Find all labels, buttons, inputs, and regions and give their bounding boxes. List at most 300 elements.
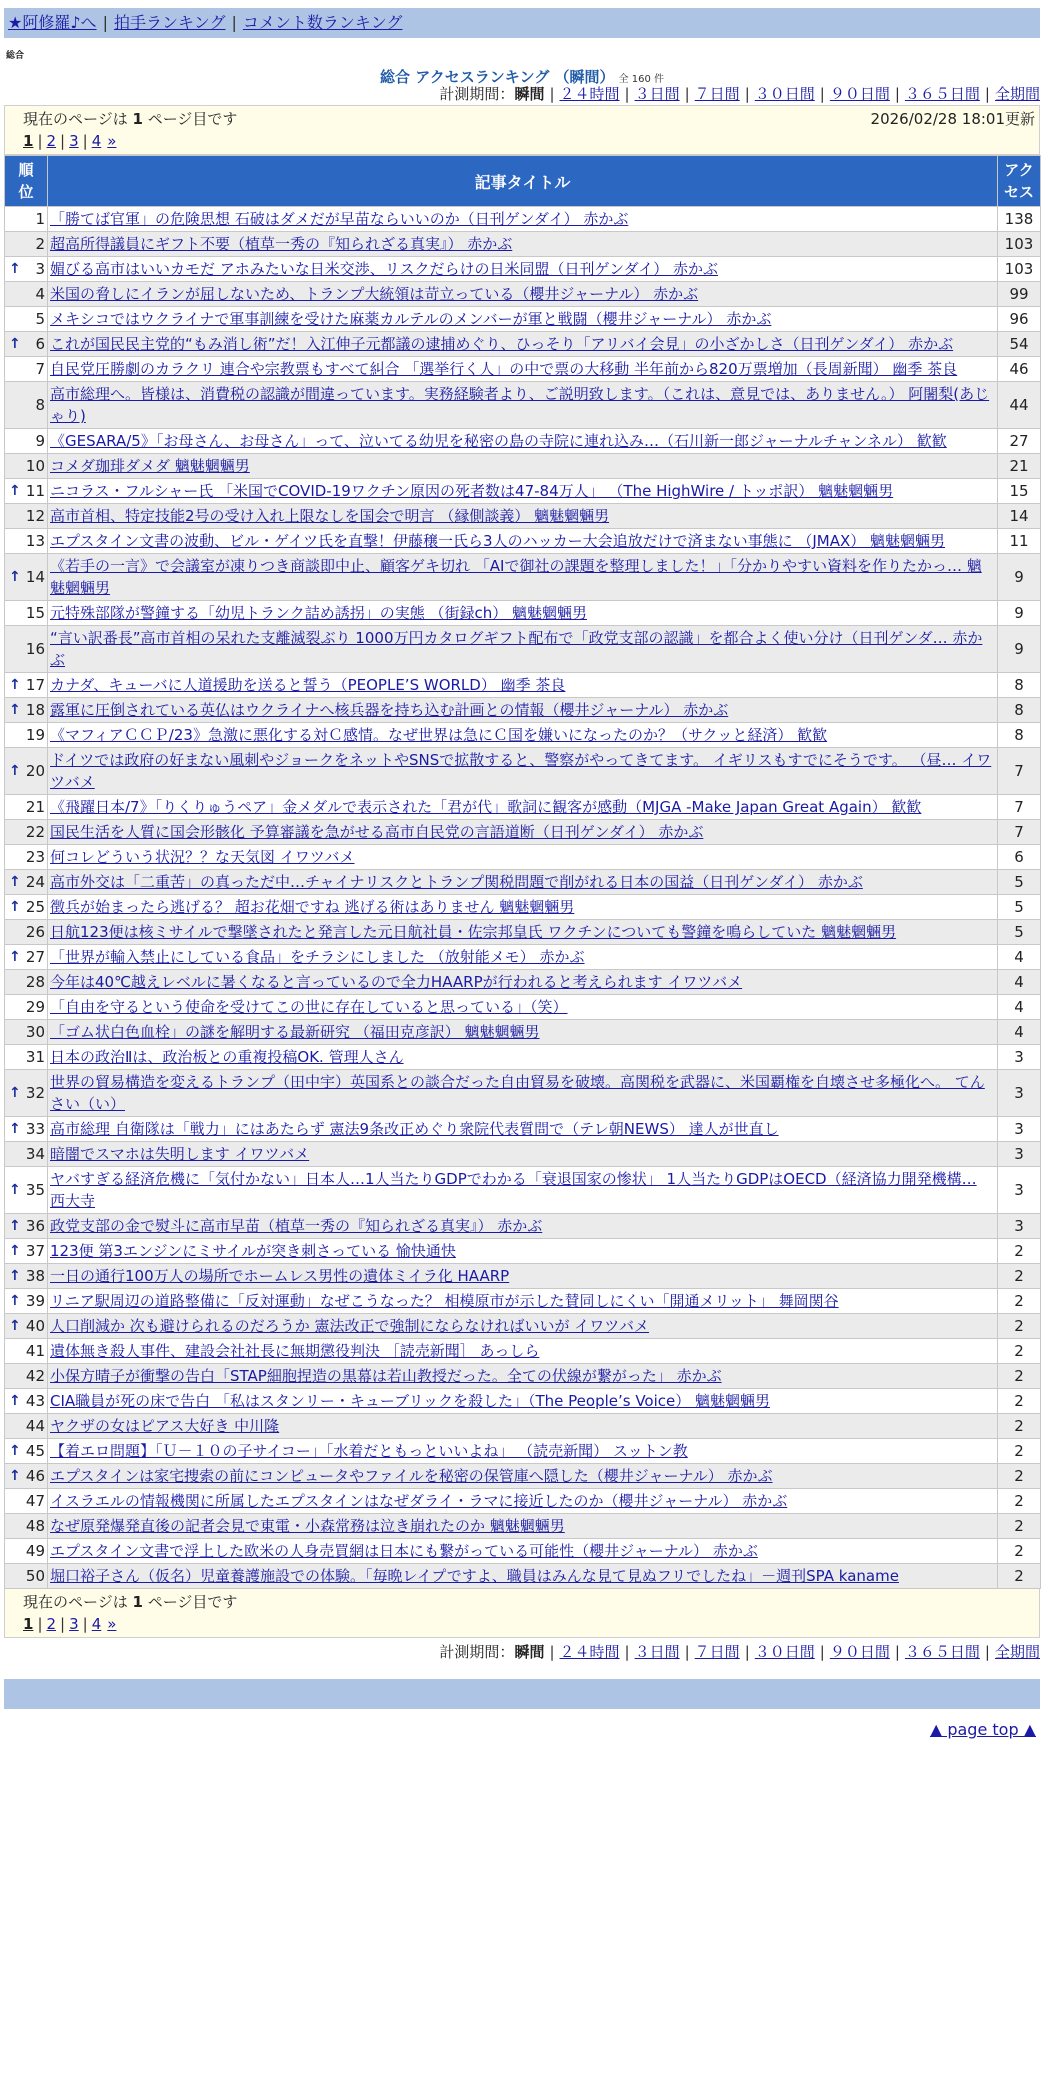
title-cell — [48, 673, 998, 698]
table-row — [5, 1214, 1041, 1239]
pager-separator: | — [60, 132, 66, 150]
pager-page-link[interactable]: 2 — [46, 132, 57, 150]
pager-current: 1 — [23, 1615, 34, 1633]
rank-up-arrow-icon: ↑ — [9, 1318, 21, 1334]
article-title-link[interactable]: 「勝てば官軍」の危険思想 石破はダメだが早苗ならいいのか（日刊ゲンダイ） 赤かぶ — [50, 210, 629, 228]
pager-separator: | — [37, 1615, 43, 1633]
period-link[interactable]: ９０日間 — [829, 85, 890, 103]
pager-page-link[interactable]: 4 — [91, 132, 102, 150]
article-title-link[interactable]: 一日の通行100万人の場所でホームレス男性の遺体ミイラ化 HAARP — [50, 1267, 510, 1285]
rank-cell — [5, 1439, 48, 1464]
access-count: 2 — [998, 1539, 1041, 1564]
table-row — [5, 307, 1041, 332]
table-row — [5, 1314, 1041, 1339]
nav-comment-ranking-link[interactable]: コメント数ランキング — [242, 13, 403, 32]
article-title-link[interactable]: 《若手の一言》で会議室が凍りつき商談即中止、顧客ゲキ切れ 「AIで御社の課題を整理しました！」「分かりやすい資料を作りたかっ… 魑魅魍魎男 — [50, 557, 982, 597]
table-row — [5, 795, 1041, 820]
title-cell — [48, 601, 998, 626]
page-title — [4, 66, 1040, 84]
article-title-link[interactable]: 自民党圧勝劇のカラクリ 連合や宗教票もすべて糾合 「選挙行く人」の中で票の大移動 半年前から820万票増加（長周新聞） 幽季 茶良 — [50, 360, 958, 378]
rank-cell — [5, 1020, 48, 1045]
title-cell — [48, 429, 998, 454]
table-row — [5, 332, 1041, 357]
article-title-link[interactable]: 「自由を守るという使命を受けてこの世に存在していると思っている」（笑） — [50, 998, 568, 1016]
rank-number: 15 — [25, 604, 45, 622]
article-title-link[interactable]: CIA職員が死の床で告白 「私はスタンリー・キューブリックを殺した」（The People’s Voice） 魑魅魍魎男 — [50, 1392, 771, 1410]
title-cell — [48, 1289, 998, 1314]
article-title-link[interactable]: 暗闇でスマホは失明します イワツバメ — [50, 1145, 310, 1163]
title-cell — [48, 332, 998, 357]
title-cell — [48, 232, 998, 257]
rank-up-arrow-icon: ↑ — [9, 874, 21, 890]
rank-cell — [5, 1489, 48, 1514]
title-cell — [48, 1117, 998, 1142]
rank-cell — [5, 1117, 48, 1142]
period-link[interactable]: ３０日間 — [754, 85, 815, 103]
title-cell — [48, 748, 998, 795]
table-row — [5, 1539, 1041, 1564]
access-count: 2 — [998, 1264, 1041, 1289]
rank-number: 17 — [25, 676, 45, 694]
rank-number: 45 — [25, 1442, 45, 1460]
rank-up-arrow-icon: ↑ — [9, 1085, 21, 1101]
title-cell — [48, 357, 998, 382]
rank-number: 1 — [35, 210, 45, 228]
rank-cell — [5, 529, 48, 554]
header-rank: 順位 — [5, 156, 48, 207]
article-title-link[interactable]: イスラエルの情報機関に所属したエプスタインはなぜダライ・ラマに接近したのか（櫻井ジャーナル） 赤かぶ — [50, 1492, 788, 1510]
rank-number: 9 — [35, 432, 45, 450]
rank-up-arrow-icon: ↑ — [9, 1443, 21, 1459]
article-title-link[interactable]: 《マフィアＣＣＰ/23》急激に悪化する対Ｃ感情。なぜ世界は急にＣ国を嫌いになったのか？（サクッと経済） 歓歓 — [50, 726, 828, 744]
title-cell — [48, 945, 998, 970]
article-title-link[interactable]: 何コレどういう状況？？な天気図 イワツバメ — [50, 848, 355, 866]
rank-number: 16 — [25, 640, 45, 658]
article-title-link[interactable]: ヤクザの女はピアス大好き 中川隆 — [50, 1417, 280, 1435]
rank-cell — [5, 554, 48, 601]
rank-number: 48 — [25, 1517, 45, 1535]
rank-cell — [5, 995, 48, 1020]
access-count: 2 — [998, 1364, 1041, 1389]
pager-page-link[interactable]: 3 — [69, 132, 79, 150]
period-link[interactable]: 全期間 — [994, 85, 1040, 103]
period-separator: | — [894, 1643, 900, 1661]
title-cell — [48, 1020, 998, 1045]
page-top-link[interactable]: ▲ page top ▲ — [929, 1720, 1036, 1739]
access-count: 2 — [998, 1514, 1041, 1539]
table-row — [5, 673, 1041, 698]
rank-number: 49 — [25, 1542, 45, 1560]
rank-cell — [5, 207, 48, 232]
rank-number: 39 — [25, 1292, 45, 1310]
rank-number: 8 — [35, 396, 45, 414]
rank-number: 28 — [25, 973, 45, 991]
rank-cell — [5, 357, 48, 382]
rank-number: 36 — [25, 1217, 45, 1235]
access-count: 27 — [998, 429, 1041, 454]
article-title-link[interactable]: カナダ、キューバに人道援助を送ると誓う（PEOPLE’S WORLD） 幽季 茶良 — [50, 676, 566, 694]
table-row — [5, 1514, 1041, 1539]
article-title-link[interactable]: 露軍に圧倒されている英仏はウクライナへ核兵器を持ち込む計画との情報（櫻井ジャーナル） 赤かぶ — [50, 701, 729, 719]
title-cell — [48, 626, 998, 673]
rank-number: 42 — [25, 1367, 45, 1385]
rank-number: 13 — [25, 532, 45, 550]
article-title-link[interactable]: コメダ珈琲ダメダ 魑魅魍魎男 — [50, 457, 250, 475]
table-row — [5, 1414, 1041, 1439]
access-count: 4 — [998, 995, 1041, 1020]
article-title-link[interactable]: 「世界が輸入禁止にしている食品」をチラシにしました （放射能メモ） 赤かぶ — [50, 948, 585, 966]
access-count: 2 — [998, 1464, 1041, 1489]
rank-cell — [5, 479, 48, 504]
access-count: 8 — [998, 698, 1041, 723]
period-separator: | — [744, 1643, 750, 1661]
title-cell — [48, 382, 998, 429]
access-count: 46 — [998, 357, 1041, 382]
nav-home-link[interactable]: ★阿修羅♪へ — [8, 13, 97, 32]
access-count: 9 — [998, 601, 1041, 626]
pager-separator: | — [60, 1615, 66, 1633]
article-title-link[interactable]: 徴兵が始まったら逃げる？ 超お花畑ですね 逃げる術はありません 魑魅魍魎男 — [50, 898, 575, 916]
article-title-link[interactable]: 超高所得議員にギフト不要（植草一秀の『知られざる真実』） 赤かぶ — [50, 235, 513, 253]
pager-separator: | — [82, 132, 88, 150]
title-cell — [48, 795, 998, 820]
period-separator: | — [624, 85, 630, 103]
article-title-link[interactable]: 遺体無き殺人事件、建設会社社長に無期懲役判決 ［読売新聞］ あっしら — [50, 1342, 540, 1360]
rank-cell — [5, 382, 48, 429]
rank-number: 35 — [25, 1181, 45, 1199]
title-cell — [48, 970, 998, 995]
period-link[interactable]: ３日間 — [634, 1643, 680, 1661]
title-cell — [48, 504, 998, 529]
page-status-box-bottom — [4, 1589, 1040, 1638]
rank-number: 2 — [35, 235, 45, 253]
access-count: 7 — [998, 795, 1041, 820]
pager-next-link[interactable]: » — [107, 1615, 117, 1633]
rank-cell — [5, 945, 48, 970]
title-cell — [48, 554, 998, 601]
pager-top — [23, 130, 1039, 152]
article-title-link[interactable]: メキシコではウクライナで軍事訓練を受けた麻薬カルテルのメンバーが軍と戦闘（櫻井ジャーナル） 赤かぶ — [50, 310, 772, 328]
article-title-link[interactable]: なぜ原発爆発直後の記者会見で東電・小森常務は泣き崩れたのか 魑魅魍魎男 — [50, 1517, 565, 1535]
article-title-link[interactable]: 高市総理 自衛隊は「戦力」にはあたらず 憲法9条改正めぐり衆院代表質問で（テレ朝NEWS） 達人が世直し — [50, 1120, 779, 1138]
article-title-link[interactable]: 米国の脅しにイランが屈しないため、トランプ大統領は苛立っている（櫻井ジャーナル） 赤かぶ — [50, 285, 699, 303]
rank-up-arrow-icon: ↑ — [9, 1218, 21, 1234]
access-count: 54 — [998, 332, 1041, 357]
title-cell — [48, 1514, 998, 1539]
rank-number: 38 — [25, 1267, 45, 1285]
ranking-table — [4, 155, 1041, 1589]
category-label: 総合 — [6, 51, 25, 61]
rank-cell — [5, 1214, 48, 1239]
article-title-link[interactable]: 媚びる高市はいいカモだ アホみたいな日米交渉、リスクだらけの日米同盟（日刊ゲンダイ） 赤かぶ — [50, 260, 719, 278]
title-cell — [48, 1539, 998, 1564]
article-title-link[interactable]: ヤバすぎる経済危機に「気付かない」日本人…1人当たりGDPでわかる「衰退国家の惨状」 1人当たりGDPはOECD（経済協力開発機構… 西大寺 — [50, 1170, 977, 1210]
table-row — [5, 1117, 1041, 1142]
title-cell — [48, 454, 998, 479]
table-row — [5, 504, 1041, 529]
title-cell — [48, 1414, 998, 1439]
access-count: 3 — [998, 1117, 1041, 1142]
period-link[interactable]: ３日間 — [634, 85, 680, 103]
table-row — [5, 626, 1041, 673]
article-title-link[interactable]: 堀口裕子さん（仮名）児童養護施設での体験。「毎晩レイプですよ、職員はみんな見て見ぬフリでしたね」－週刊SPA kaname — [50, 1567, 899, 1585]
period-current: 瞬間 — [514, 1643, 545, 1661]
article-title-link[interactable]: 小保方晴子が衝撃の告白「STAP細胞捏造の黒幕は若山教授だった。全ての伏線が繋がった」 赤かぶ — [50, 1367, 722, 1385]
period-selector-bottom — [4, 1642, 1040, 1663]
access-count: 2 — [998, 1339, 1041, 1364]
article-title-link[interactable]: エプスタイン文書で浮上した欧米の人身売買網は日本にも繋がっている可能性（櫻井ジャーナル） 赤かぶ — [50, 1542, 758, 1560]
table-row — [5, 1389, 1041, 1414]
access-count: 4 — [998, 1020, 1041, 1045]
article-title-link[interactable]: “言い訳番長”高市首相の呆れた支離滅裂ぶり 1000万円カタログギフト配布で「政党支部の認識」を都合よく使い分け（日刊ゲンダ… 赤かぶ — [50, 629, 983, 669]
rank-cell — [5, 232, 48, 257]
page-status-text: 現在のページは 1 ページ目です — [23, 110, 238, 128]
rank-number: 46 — [25, 1467, 45, 1485]
table-row — [5, 1339, 1041, 1364]
bottom-bar — [4, 1679, 1040, 1709]
access-count: 2 — [998, 1389, 1041, 1414]
table-row — [5, 1045, 1041, 1070]
rank-number: 11 — [25, 482, 45, 500]
table-row — [5, 1070, 1041, 1117]
access-count: 5 — [998, 895, 1041, 920]
title-cell — [48, 1070, 998, 1117]
rank-number: 6 — [35, 335, 45, 353]
table-row — [5, 1264, 1041, 1289]
table-row — [5, 554, 1041, 601]
access-count: 5 — [998, 920, 1041, 945]
table-row — [5, 357, 1041, 382]
period-label: 計測期間： — [439, 85, 515, 103]
access-count: 3 — [998, 1070, 1041, 1117]
table-row — [5, 1464, 1041, 1489]
rank-number: 31 — [25, 1048, 45, 1066]
title-cell — [48, 1364, 998, 1389]
table-row — [5, 479, 1041, 504]
access-count: 3 — [998, 1167, 1041, 1214]
article-title-link[interactable]: 《GESARA/5》「お母さん、お母さん」って、泣いてる幼児を秘密の島の寺院に連れ込み…（石川新一郎ジャーナルチャンネル） 歓歓 — [50, 432, 947, 450]
updated-timestamp: 2026/02/28 18:01更新 — [870, 110, 1035, 128]
rank-number: 7 — [35, 360, 45, 378]
access-count: 15 — [998, 479, 1041, 504]
period-link[interactable]: ２４時間 — [559, 1643, 620, 1661]
rank-up-arrow-icon: ↑ — [9, 261, 21, 277]
title-cell — [48, 529, 998, 554]
rank-up-arrow-icon: ↑ — [9, 483, 21, 499]
article-title-link[interactable]: ニコラス・フルシャー氏 「米国でCOVID-19ワクチン原因の死者数は47-84万人」 （The HighWire / トッポ訳） 魑魅魍魎男 — [50, 482, 894, 500]
rank-number: 10 — [25, 457, 45, 475]
item-count: 全 160 件 — [618, 74, 664, 85]
rank-number: 47 — [25, 1492, 45, 1510]
table-row — [5, 1020, 1041, 1045]
table-row — [5, 382, 1041, 429]
rank-cell — [5, 307, 48, 332]
article-title-link[interactable]: 政党支部の金で熨斗に高市早苗（植草一秀の『知られざる真実』） 赤かぶ — [50, 1217, 543, 1235]
title-cell — [48, 820, 998, 845]
access-count: 96 — [998, 307, 1041, 332]
title-cell — [48, 307, 998, 332]
nav-separator: | — [102, 13, 108, 32]
title-cell — [48, 895, 998, 920]
rank-up-arrow-icon: ↑ — [9, 1243, 21, 1259]
article-title-link[interactable]: 《飛躍日本/7》「りくりゅうペア」金メダルで表示された「君が代」歌詞に観客が感動（MJGA -Make Japan Great Again） 歓歓 — [50, 798, 922, 816]
title-cell — [48, 723, 998, 748]
rank-cell — [5, 1539, 48, 1564]
period-link[interactable]: ３６５日間 — [904, 85, 980, 103]
rank-cell — [5, 601, 48, 626]
rank-number: 26 — [25, 923, 45, 941]
period-link[interactable]: ３０日間 — [754, 1643, 815, 1661]
title-cell — [48, 1239, 998, 1264]
table-row — [5, 1167, 1041, 1214]
rank-number: 22 — [25, 823, 45, 841]
rank-number: 40 — [25, 1317, 45, 1335]
period-separator: | — [624, 1643, 630, 1661]
table-row — [5, 1142, 1041, 1167]
period-separator: | — [684, 85, 690, 103]
rank-cell — [5, 970, 48, 995]
top-nav-bar — [4, 8, 1040, 38]
table-row — [5, 1364, 1041, 1389]
table-row — [5, 601, 1041, 626]
table-row — [5, 748, 1041, 795]
rank-number: 32 — [25, 1084, 45, 1102]
rank-cell — [5, 1389, 48, 1414]
period-link[interactable]: 全期間 — [994, 1643, 1040, 1661]
pager-separator: | — [82, 1615, 88, 1633]
rank-up-arrow-icon: ↑ — [9, 899, 21, 915]
title-cell — [48, 995, 998, 1020]
access-count: 103 — [998, 257, 1041, 282]
period-link[interactable]: ７日間 — [694, 1643, 740, 1661]
table-row — [5, 1439, 1041, 1464]
article-title-link[interactable]: リニア駅周辺の道路整備に「反対運動」なぜこうなった？ 相模原市が示した賛同しにくい「開通メリット」 舞岡関谷 — [50, 1292, 839, 1310]
rank-up-arrow-icon: ↑ — [9, 336, 21, 352]
table-row — [5, 454, 1041, 479]
table-row — [5, 870, 1041, 895]
rank-number: 19 — [25, 726, 45, 744]
rank-number: 5 — [35, 310, 45, 328]
article-title-link[interactable]: 高市外交は「二重苦」の真っただ中…チャイナリスクとトランプ関税問題で削がれる日本の国益（日刊ゲンダイ） 赤かぶ — [50, 873, 863, 891]
rank-number: 27 — [25, 948, 45, 966]
period-link[interactable]: ７日間 — [694, 85, 740, 103]
article-title-link[interactable]: 今年は40℃越えレベルに暑くなると言っているので全力HAARPが行われると考えられます イワツバメ — [50, 973, 743, 991]
title-cell — [48, 1045, 998, 1070]
pager-next-link[interactable]: » — [107, 132, 117, 150]
period-separator: | — [549, 1643, 555, 1661]
rank-up-arrow-icon: ↑ — [9, 1182, 21, 1198]
article-title-link[interactable]: 世界の貿易構造を変えるトランプ（田中宇）英国系との談合だった自由貿易を破壊。高関税を武器に、米国覇権を自壊させ多極化へ。 てんさい（い） — [50, 1073, 985, 1113]
title-cell — [48, 845, 998, 870]
nav-clap-ranking-link[interactable]: 拍手ランキング — [113, 13, 226, 32]
pager-bottom — [23, 1613, 1039, 1635]
title-cell — [48, 1142, 998, 1167]
table-row — [5, 1489, 1041, 1514]
period-link[interactable]: ３６５日間 — [904, 1643, 980, 1661]
rank-up-arrow-icon: ↑ — [9, 1293, 21, 1309]
article-title-link[interactable]: これが国民民主党的“もみ消し術”だ！入江伸子元都議の逮捕めぐり、ひっそり「アリバイ会見」の小ざかしさ（日刊ゲンダイ） 赤かぶ — [50, 335, 954, 353]
access-count: 7 — [998, 820, 1041, 845]
table-row — [5, 723, 1041, 748]
table-row — [5, 895, 1041, 920]
period-separator: | — [984, 85, 990, 103]
title-cell — [48, 870, 998, 895]
rank-number: 25 — [25, 898, 45, 916]
access-count: 14 — [998, 504, 1041, 529]
rank-number: 41 — [25, 1342, 45, 1360]
article-title-link[interactable]: 日本の政治Ⅱは、政治板との重複投稿OK. 管理人さん — [50, 1048, 404, 1066]
article-title-link[interactable]: ドイツでは政府の好まない風刺やジョークをネットやSNSで拡散すると、警察がやってきてます。 イギリスもすでにそうです。 （昼… イワツバメ — [50, 751, 992, 791]
access-count: 2 — [998, 1489, 1041, 1514]
pager-page-link[interactable]: 4 — [91, 1615, 102, 1633]
article-title-link[interactable]: エプスタイン文書の波動、ビル・ゲイツ氏を直撃！伊藤穣一氏ら3人のハッカー大会追放だけで済まない事態に （JMAX） 魑魅魍魎男 — [50, 532, 946, 550]
access-count: 2 — [998, 1414, 1041, 1439]
title-cell — [48, 1339, 998, 1364]
table-row — [5, 820, 1041, 845]
rank-cell — [5, 1564, 48, 1589]
rank-number: 33 — [25, 1120, 45, 1138]
rank-number: 4 — [35, 285, 45, 303]
rank-cell — [5, 1045, 48, 1070]
title-cell — [48, 1564, 998, 1589]
rank-up-arrow-icon: ↑ — [9, 1468, 21, 1484]
period-selector-top — [4, 84, 1040, 105]
pager-page-link[interactable]: 3 — [69, 1615, 79, 1633]
title-cell — [48, 1167, 998, 1214]
title-cell — [48, 1264, 998, 1289]
access-count: 3 — [998, 1214, 1041, 1239]
pager-page-link[interactable]: 2 — [46, 1615, 57, 1633]
article-title-link[interactable]: 「ゴム状白色血栓」の謎を解明する最新研究 （福田克彦訳） 魑魅魍魎男 — [50, 1023, 540, 1041]
access-count: 9 — [998, 554, 1041, 601]
table-row — [5, 232, 1041, 257]
access-count: 11 — [998, 529, 1041, 554]
rank-cell — [5, 1314, 48, 1339]
rank-cell — [5, 1364, 48, 1389]
title-cell — [48, 1439, 998, 1464]
period-link[interactable]: ２４時間 — [559, 85, 620, 103]
article-title-link[interactable]: 高市首相、特定技能2号の受け入れ上限なしを国会で明言 （縁側談義） 魑魅魍魎男 — [50, 507, 610, 525]
table-row — [5, 970, 1041, 995]
rank-cell — [5, 1070, 48, 1117]
rank-cell — [5, 282, 48, 307]
rank-cell — [5, 1142, 48, 1167]
article-title-link[interactable]: 日航123便は核ミサイルで撃墜されたと発言した元日航社員・佐宗邦皇氏 ワクチンについても警鐘を鳴らしていた 魑魅魍魎男 — [50, 923, 897, 941]
article-title-link[interactable]: 国民生活を人質に国会形骸化 予算審議を急がせる高市自民党の言語道断（日刊ゲンダイ） 赤かぶ — [50, 823, 704, 841]
period-link[interactable]: ９０日間 — [829, 1643, 890, 1661]
article-title-link[interactable]: エプスタインは家宅捜索の前にコンピュータやファイルを秘密の保管庫へ隠した（櫻井ジャーナル） 赤かぶ — [50, 1467, 773, 1485]
article-title-link[interactable]: 【着エロ問題】「Ｕ－１０の子サイコー」「水着だともっといいよね」 （読売新聞） スットン教 — [50, 1442, 688, 1460]
rank-cell — [5, 1289, 48, 1314]
article-title-link[interactable]: 高市総理へ。皆様は、消費税の認識が間違っています。実務経験者より、ご説明致します。（これは、意見では、ありません。） 阿闍梨(あじゃり) — [50, 385, 990, 425]
article-title-link[interactable]: 元特殊部隊が警鐘する「幼児トランク詰め誘拐」の実態 （街録ch） 魑魅魍魎男 — [50, 604, 587, 622]
header-access: アクセス — [998, 156, 1041, 207]
rank-cell — [5, 748, 48, 795]
article-title-link[interactable]: 123便 第3エンジンにミサイルが突き刺さっている 愉快通快 — [50, 1242, 456, 1260]
rank-cell — [5, 1514, 48, 1539]
title-cell — [48, 1214, 998, 1239]
rank-up-arrow-icon: ↑ — [9, 763, 21, 779]
rank-up-arrow-icon: ↑ — [9, 702, 21, 718]
article-title-link[interactable]: 人口削減か 次も避けられるのだろうか 憲法改正で強制にならなければいいが イワツバメ — [50, 1317, 650, 1335]
table-row — [5, 257, 1041, 282]
table-row — [5, 282, 1041, 307]
title-cell — [48, 698, 998, 723]
access-count: 44 — [998, 382, 1041, 429]
rank-number: 18 — [25, 701, 45, 719]
title-cell — [48, 479, 998, 504]
access-count: 8 — [998, 673, 1041, 698]
